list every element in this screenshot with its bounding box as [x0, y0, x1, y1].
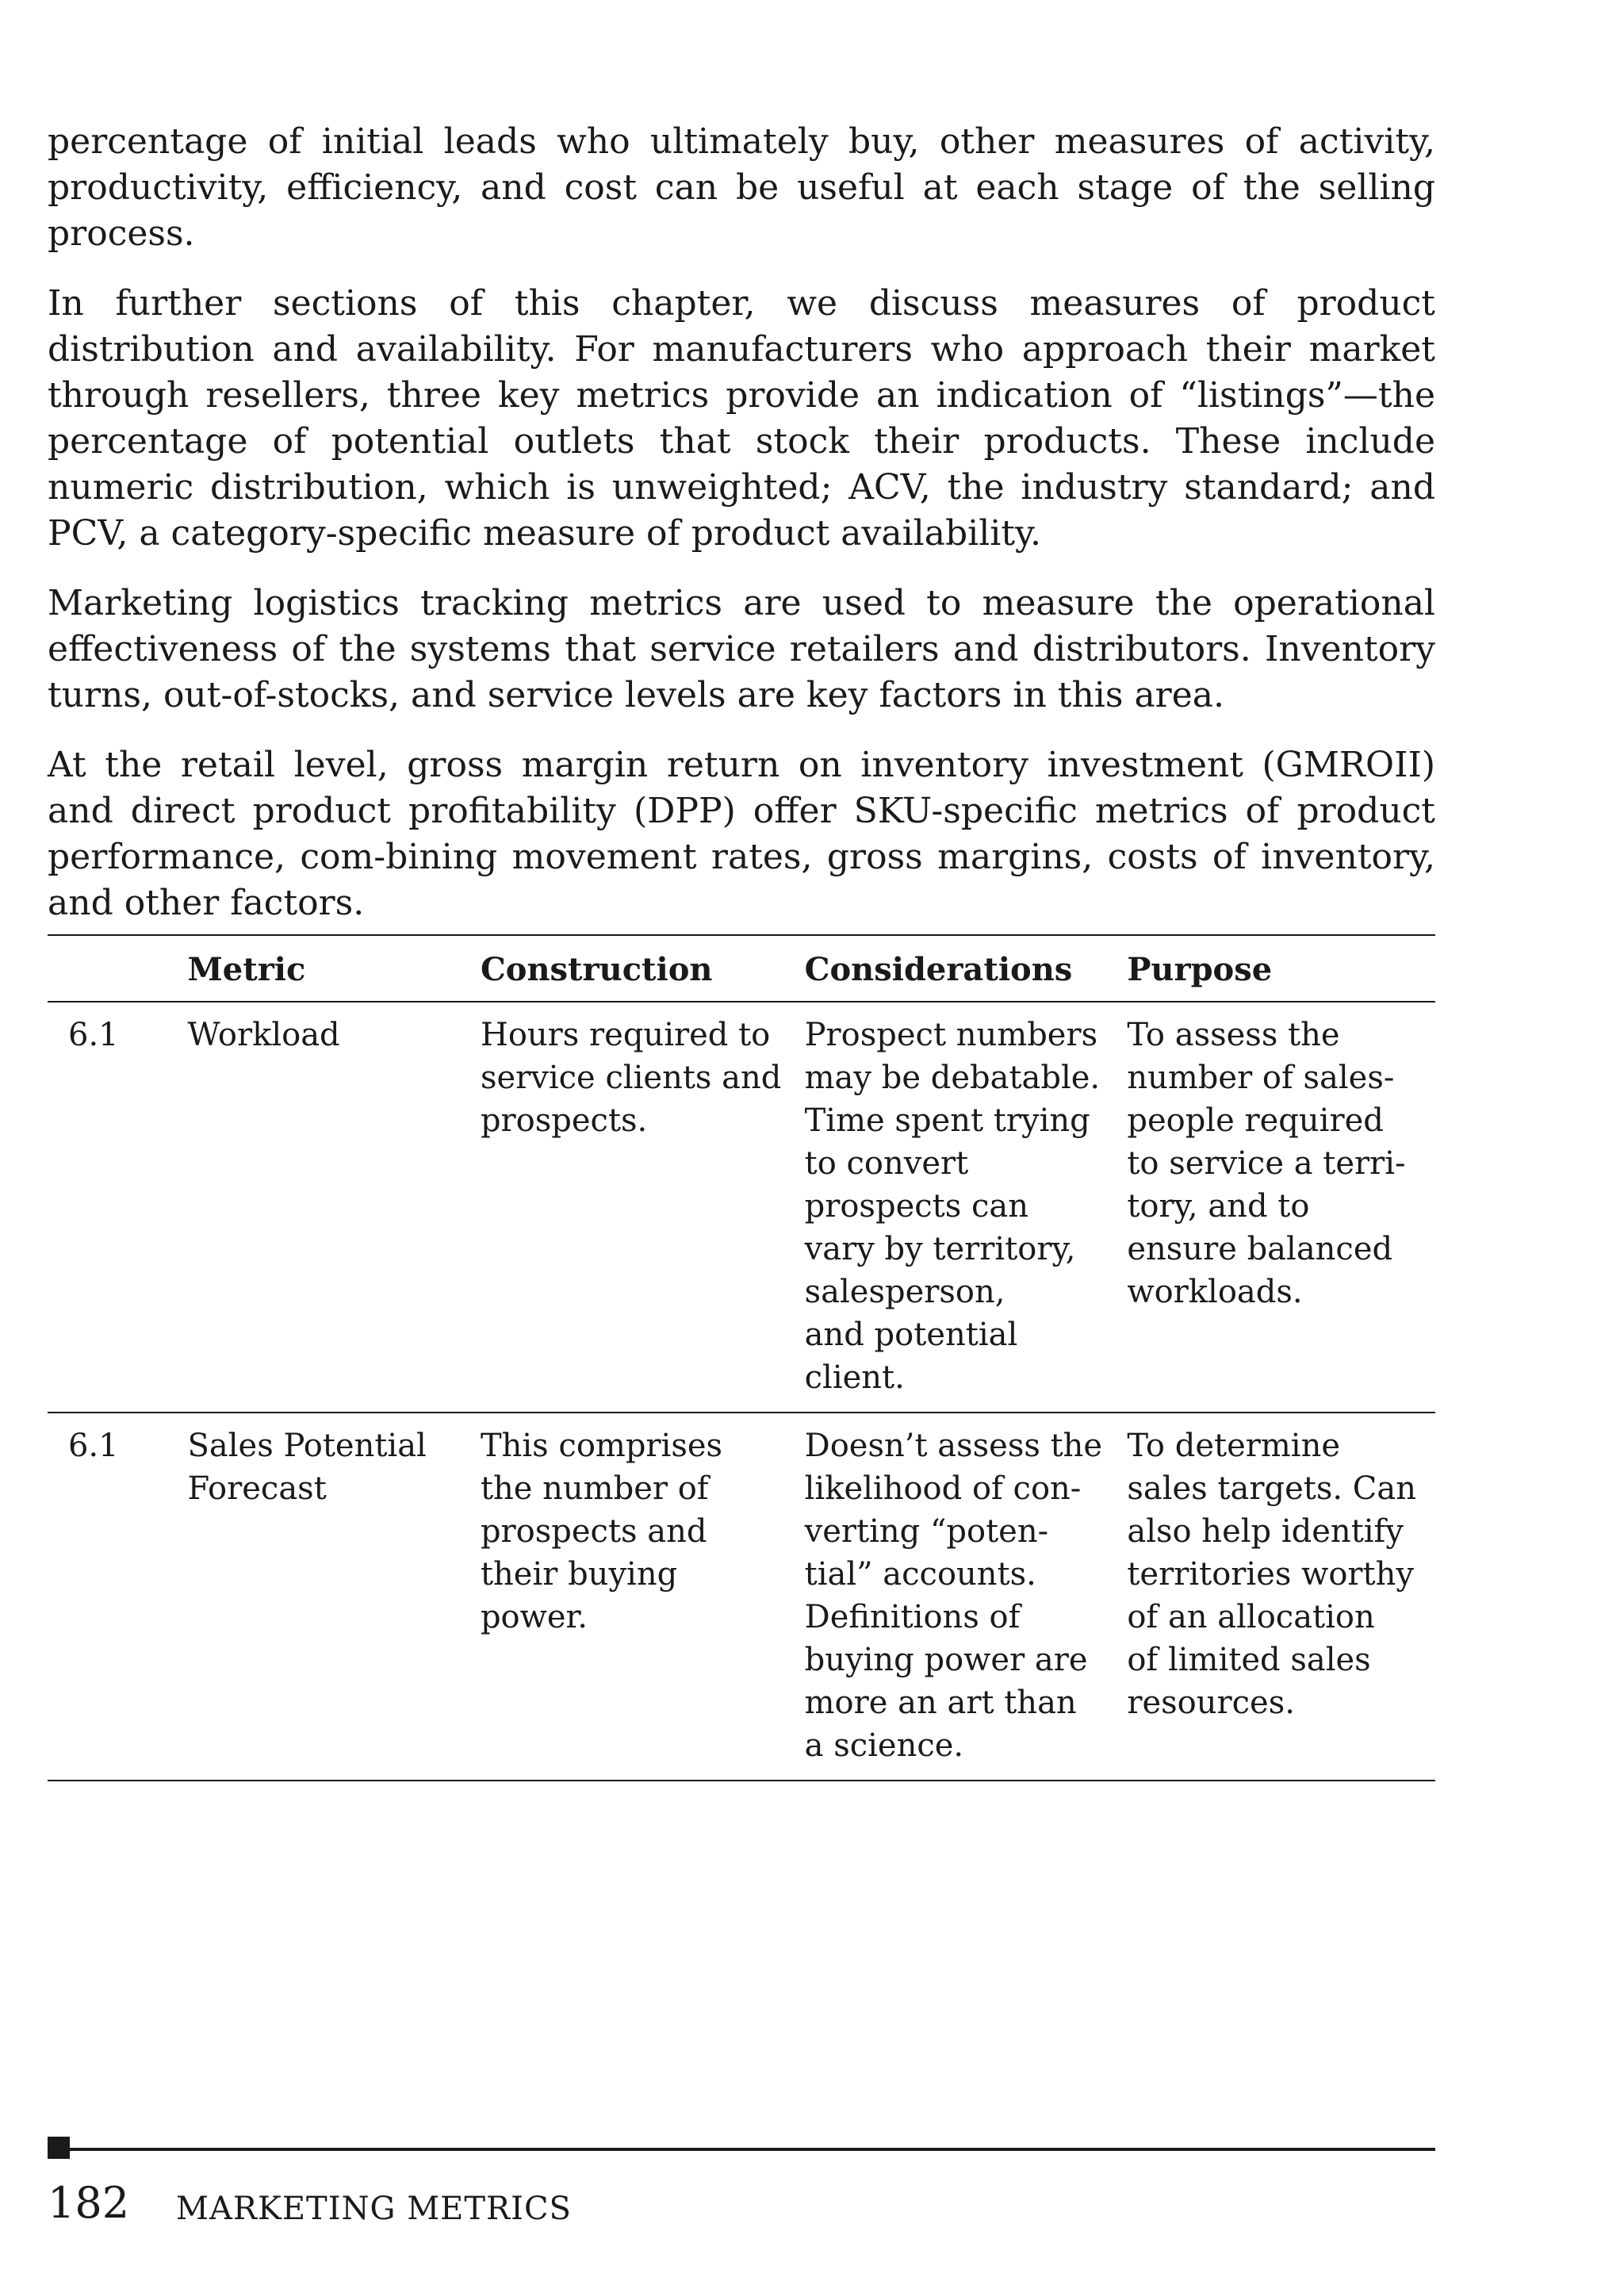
cell-line: more an art than	[804, 1685, 1077, 1721]
cell-line: Workload	[187, 1017, 340, 1053]
cell-line: prospects.	[480, 1102, 648, 1139]
cell-line: may be debatable.	[804, 1060, 1101, 1096]
cell-line: number of sales-	[1127, 1060, 1395, 1096]
table-row	[48, 1413, 1435, 1781]
cell-line: prospects can	[804, 1188, 1028, 1225]
cell-line: tial” accounts.	[804, 1556, 1036, 1593]
paragraph: In further sections of this chapter, we discuss measures of product distribution and availability. For manufacturers who approach their market through resellers, three key metrics provide an indication of “listings”—the percentage of potential outlets that stock their products. These include numeric distribution, which is unweighted; ACV, the industry standard; and PCV, a category-specific measure of product availability.	[48, 283, 1435, 554]
cell-considerations	[805, 1002, 1128, 1413]
cell-considerations	[805, 1413, 1128, 1781]
cell-construction	[481, 1413, 805, 1781]
table-row	[48, 1002, 1435, 1413]
cell-line: likelihood of con-	[804, 1470, 1082, 1507]
cell-line: and potential	[804, 1317, 1018, 1353]
paragraph: Marketing logistics tracking metrics are used to measure the operational effectiveness of the systems that service retailers and distributors. Inventory turns, out-of-stocks, and service levels are key factors in this area.	[48, 583, 1435, 715]
cell-line: Time spent trying	[804, 1102, 1090, 1139]
paragraph: percentage of initial leads who ultimately buy, other measures of activity, productivity, efficiency, and cost can be useful at each stage of the selling process.	[48, 121, 1435, 254]
page-number: 182	[48, 2178, 130, 2228]
cell-line: To determine	[1127, 1428, 1341, 1464]
cell-construction	[481, 1002, 805, 1413]
metrics-table	[48, 934, 1435, 1781]
footer-rule	[48, 2148, 1435, 2151]
running-head: MARKETING METRICS	[176, 2191, 572, 2227]
cell-line: verting “poten-	[804, 1513, 1049, 1550]
cell-line: territories worthy	[1127, 1556, 1414, 1593]
cell-line: to service a terri-	[1127, 1145, 1406, 1182]
cell-line: vary by territory,	[804, 1231, 1076, 1267]
header-construction: Construction	[481, 935, 805, 1002]
cell-line: Sales Potential	[187, 1428, 427, 1464]
cell-line: a science.	[804, 1727, 964, 1764]
cell-line: tory, and to	[1127, 1188, 1310, 1225]
cell-line: This comprises	[480, 1428, 723, 1464]
cell-line: their buying	[480, 1556, 678, 1593]
cell-purpose	[1127, 1413, 1435, 1781]
cell-line: Hours required to	[480, 1017, 771, 1053]
header-purpose: Purpose	[1127, 935, 1435, 1002]
cell-line: sales targets. Can	[1127, 1470, 1416, 1507]
cell-line: to convert	[804, 1145, 969, 1182]
cell-line: Definitions of	[804, 1599, 1021, 1635]
cell-line: buying power are	[804, 1642, 1088, 1678]
table-body	[48, 1002, 1435, 1781]
cell-line: also help identify	[1127, 1513, 1404, 1550]
cell-number: 6.1	[48, 1002, 187, 1413]
cell-line: of an allocation	[1127, 1599, 1375, 1635]
body-text	[48, 119, 1435, 950]
cell-metric	[187, 1413, 480, 1781]
cell-metric	[187, 1002, 480, 1413]
cell-line: salesperson,	[804, 1274, 1005, 1310]
table-header-row	[48, 935, 1435, 1002]
cell-line: ensure balanced	[1127, 1231, 1393, 1267]
cell-line: prospects and	[480, 1513, 707, 1550]
cell-line: power.	[480, 1599, 588, 1635]
cell-purpose	[1127, 1002, 1435, 1413]
cell-line: the number of	[480, 1470, 709, 1507]
cell-line: Doesn’t assess the	[804, 1428, 1103, 1464]
header-number	[48, 935, 187, 1002]
cell-line: client.	[804, 1359, 905, 1396]
header-considerations: Considerations	[805, 935, 1128, 1002]
cell-line: Prospect numbers	[804, 1017, 1098, 1053]
paragraph: At the retail level, gross margin return on inventory investment (GMROII) and direct product profitability (DPP) offer SKU-specific metrics of product performance, com-bining movement rates, gross margins, costs of inventory, and other factors.	[48, 745, 1435, 923]
cell-number: 6.1	[48, 1413, 187, 1781]
cell-line: Forecast	[187, 1470, 327, 1507]
cell-line: resources.	[1127, 1685, 1295, 1721]
header-metric: Metric	[187, 935, 480, 1002]
cell-line: of limited sales	[1127, 1642, 1371, 1678]
cell-line: workloads.	[1127, 1274, 1303, 1310]
cell-line: people required	[1127, 1102, 1384, 1139]
cell-line: To assess the	[1127, 1017, 1340, 1053]
cell-line: service clients and	[480, 1060, 782, 1096]
